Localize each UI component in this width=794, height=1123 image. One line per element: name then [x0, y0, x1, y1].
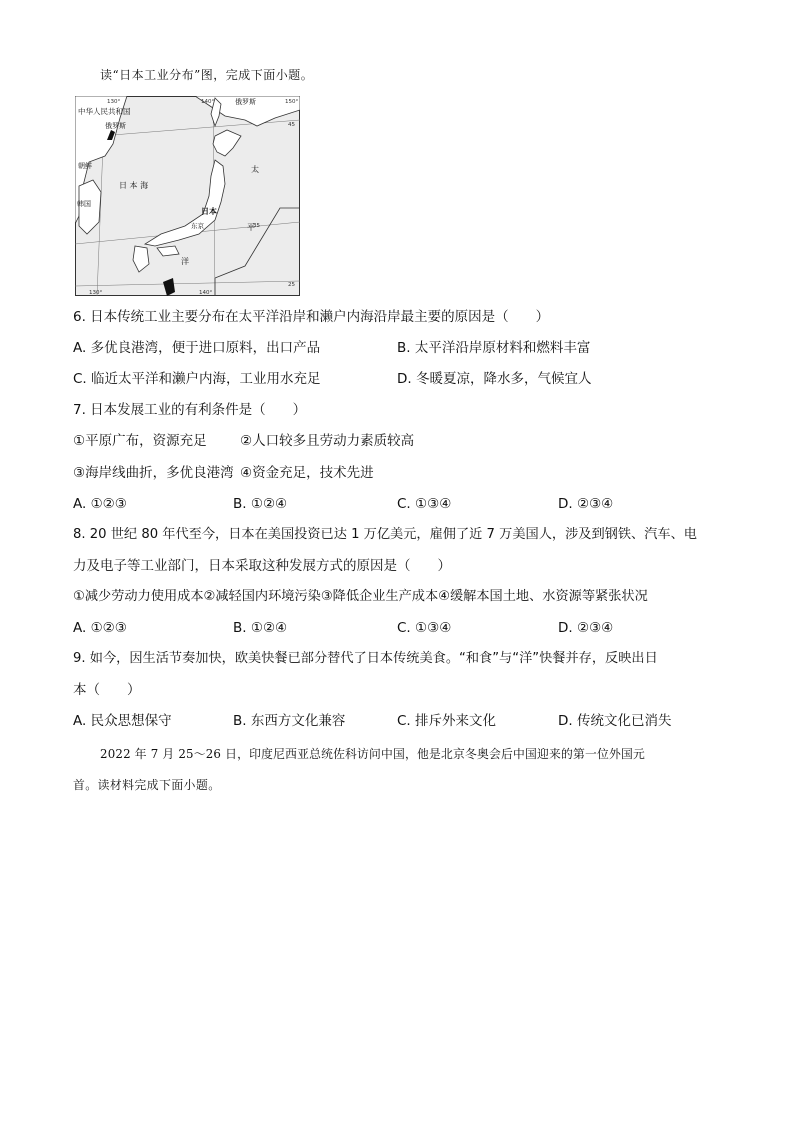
q8-option-a[interactable]: A. ①②③: [73, 620, 127, 636]
q6-stem: 6. 日本传统工业主要分布在太平洋沿岸和濑户内海沿岸最主要的原因是（ ）: [73, 309, 550, 325]
label-pacific-ping: 平: [247, 223, 255, 232]
label-korea-south: 韩国: [77, 200, 91, 208]
label-russia-left: 俄罗斯: [105, 122, 126, 130]
q7-option-a[interactable]: A. ①②③: [73, 496, 127, 512]
q8-option-d[interactable]: D. ②③④: [558, 620, 614, 636]
intro-text-2-line-2: 首。读材料完成下面小题。: [73, 778, 221, 792]
q7-item-1: ①平原广布，资源充足: [73, 433, 207, 449]
label-pacific-tai: 太: [251, 165, 259, 174]
lon-label-5: 140°: [199, 290, 213, 296]
q7-stem: 7. 日本发展工业的有利条件是（ ）: [73, 402, 307, 418]
q9-stem-line-1: 9. 如今，因生活节奏加快，欧美快餐已部分替代了日本传统美食。“和食”与“洋”快餐并存，反映出日: [73, 651, 658, 666]
lat-label-1: 45: [288, 122, 295, 128]
label-tokyo: 东京: [191, 222, 204, 230]
q6-option-d[interactable]: D. 冬暖夏凉，降水多，气候宜人: [397, 371, 592, 387]
label-pacific-yang: 洋: [181, 257, 189, 266]
intro-text-2-line-1: 2022 年 7 月 25～26 日，印度尼西亚总统佐科访问中国，他是北京冬奥会后中国迎来的第一位外国元: [100, 747, 645, 761]
q6-option-b[interactable]: B. 太平洋沿岸原材料和燃料丰富: [397, 340, 591, 356]
lat-label-2: 35: [253, 223, 260, 229]
label-korea-north: 朝鲜: [78, 162, 92, 170]
q7-item-2: ②人口较多且劳动力素质较高: [240, 433, 415, 449]
label-china: 中华人民共和国: [78, 107, 131, 116]
q7-option-d[interactable]: D. ②③④: [558, 496, 614, 512]
q9-option-c[interactable]: C. 排斥外来文化: [397, 713, 497, 729]
label-sea-of-japan: 日 本 海: [119, 181, 149, 190]
japan-industry-map: [75, 96, 300, 296]
label-japan: 日本: [201, 207, 217, 216]
q8-option-b[interactable]: B. ①②④: [233, 620, 288, 636]
q8-option-c[interactable]: C. ①③④: [397, 620, 452, 636]
intro-text-1: 读“日本工业分布”图，完成下面小题。: [100, 68, 314, 82]
q9-option-d[interactable]: D. 传统文化已消失: [558, 713, 672, 729]
lon-label-3: 150°: [285, 99, 299, 105]
lon-label-2: 140°: [201, 99, 215, 105]
label-russia-top: 俄罗斯: [235, 98, 256, 106]
q7-item-4: ④资金充足，技术先进: [240, 465, 374, 481]
q9-option-b[interactable]: B. 东西方文化兼容: [233, 713, 346, 729]
q7-item-3: ③海岸线曲折，多优良港湾: [73, 465, 234, 481]
q6-option-c[interactable]: C. 临近太平洋和濑户内海，工业用水充足: [73, 371, 321, 387]
lat-label-3: 25: [288, 282, 295, 288]
q9-option-a[interactable]: A. 民众思想保守: [73, 713, 172, 729]
q9-stem-line-2: 本（ ）: [73, 682, 141, 698]
q6-option-a[interactable]: A. 多优良港湾，便于进口原料，出口产品: [73, 340, 321, 356]
q7-option-c[interactable]: C. ①③④: [397, 496, 452, 512]
q8-stem-line-2: 力及电子等工业部门，日本采取这种发展方式的原因是（ ）: [73, 558, 451, 574]
q7-option-b[interactable]: B. ①②④: [233, 496, 288, 512]
lon-label-1: 130°: [107, 99, 121, 105]
q8-items: ①减少劳动力使用成本②减轻国内环境污染③降低企业生产成本④缓解本国土地、水资源等紧张状况: [73, 589, 648, 604]
lon-label-4: 130°: [89, 290, 103, 296]
q8-stem-line-1: 8. 20 世纪 80 年代至今，日本在美国投资已达 1 万亿美元，雇佣了近 7 万美国人，涉及到钢铁、汽车、电: [73, 527, 697, 542]
